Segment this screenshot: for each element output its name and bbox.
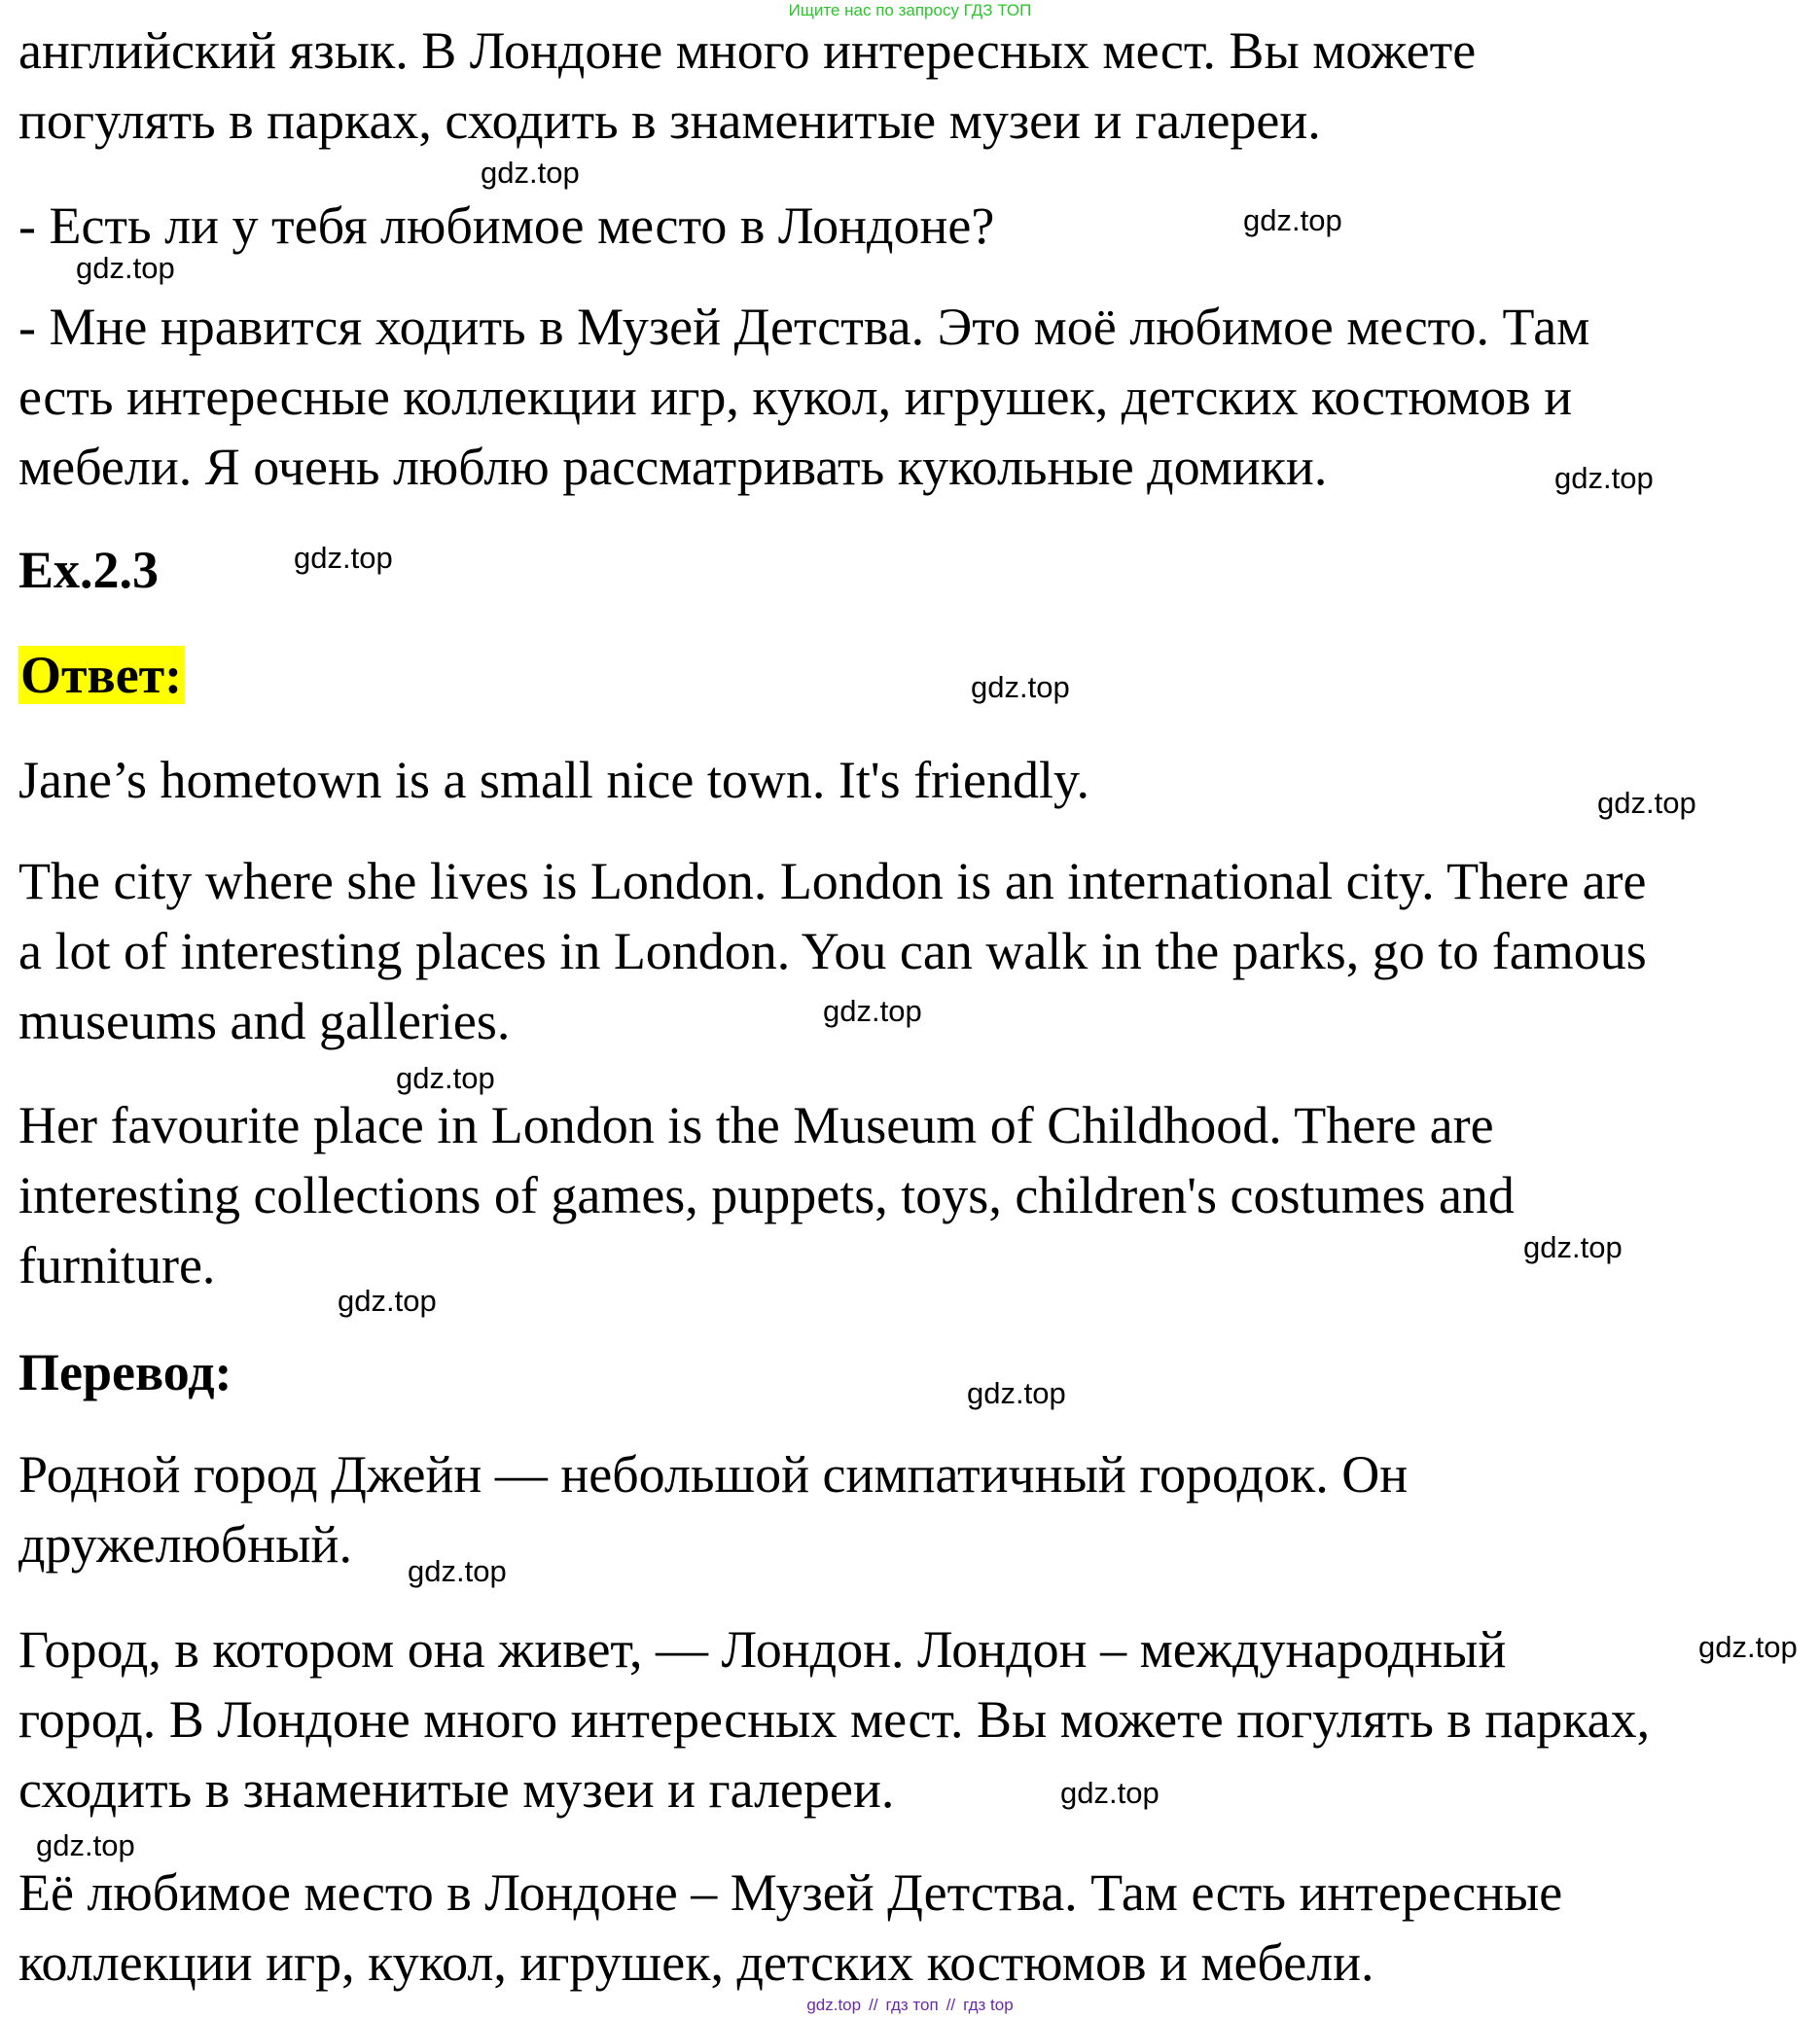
text-line: есть интересные коллекции игр, кукол, игрушек, детских костюмов и: [18, 368, 1573, 426]
intro-paragraph: [18, 16, 1799, 156]
watermark: gdz.top: [823, 994, 922, 1028]
text-line: - Есть ли у тебя любимое место в Лондоне?: [18, 196, 995, 255]
watermark: gdz.top: [396, 1061, 495, 1095]
footer-separator: //: [946, 1996, 956, 2014]
watermark: gdz.top: [971, 670, 1070, 704]
text-line: погулять в парках, сходить в знаменитые музеи и галереи.: [18, 91, 1321, 150]
answer-paragraph-1: [18, 745, 1799, 815]
translation-paragraph-3: [18, 1858, 1799, 1998]
text-line: a lot of interesting places in London. You can walk in the parks, go to famous: [18, 922, 1647, 980]
text-line: коллекции игр, кукол, игрушек, детских костюмов и мебели.: [18, 1933, 1374, 1992]
watermark: gdz.top: [294, 541, 393, 575]
text-line: Родной город Джейн — небольшой симпатичный городок. Он: [18, 1445, 1409, 1504]
text-line: город. В Лондоне много интересных мест. Вы можете погулять в парках,: [18, 1690, 1651, 1749]
watermark: gdz.top: [1698, 1630, 1798, 1664]
text-line: Jane’s hometown is a small nice town. It's friendly.: [18, 751, 1090, 809]
watermark: gdz.top: [967, 1376, 1066, 1410]
dialogue-reply: [18, 292, 1799, 502]
watermark: gdz.top: [1523, 1230, 1623, 1264]
text-line: Her favourite place in London is the Museum of Childhood. There are: [18, 1096, 1494, 1154]
watermark: gdz.top: [1554, 461, 1654, 495]
translation-heading: Перевод:: [18, 1343, 232, 1401]
footer-links: [0, 1995, 1820, 2016]
watermark: gdz.top: [408, 1554, 507, 1588]
answer-paragraph-3: [18, 1090, 1799, 1300]
search-hint-banner: Ищите нас по запросу ГДЗ ТОП: [788, 1, 1032, 19]
translation-paragraph-1: [18, 1439, 1799, 1579]
text-line: furniture.: [18, 1236, 216, 1294]
text-line: Её любимое место в Лондоне – Музей Детства. Там есть интересные: [18, 1863, 1563, 1922]
text-line: museums and galleries.: [18, 992, 511, 1050]
text-line: Город, в котором она живет, — Лондон. Лондон – международный: [18, 1620, 1507, 1679]
text-line: сходить в знаменитые музеи и галереи.: [18, 1760, 895, 1819]
footer-separator: //: [869, 1996, 878, 2014]
text-line: - Мне нравится ходить в Музей Детства. Это моё любимое место. Там: [18, 298, 1590, 356]
watermark: gdz.top: [1060, 1776, 1160, 1810]
dialogue-question: [18, 191, 1799, 261]
watermark: gdz.top: [36, 1828, 135, 1862]
text-line: The city where she lives is London. London is an international city. There are: [18, 852, 1647, 910]
watermark: gdz.top: [76, 251, 175, 285]
footer-link[interactable]: гдз топ: [885, 1996, 939, 2014]
watermark: gdz.top: [1243, 203, 1342, 237]
footer-link[interactable]: gdz.top: [806, 1996, 862, 2014]
watermark: gdz.top: [338, 1284, 437, 1318]
text-line: interesting collections of games, puppets, toys, children's costumes and: [18, 1166, 1515, 1224]
translation-paragraph-2: [18, 1614, 1799, 1824]
text-line: английский язык. В Лондоне много интересных мест. Вы можете: [18, 21, 1477, 80]
answer-label: Ответ:: [18, 646, 185, 704]
footer-link[interactable]: гдз top: [963, 1996, 1014, 2014]
watermark: gdz.top: [481, 156, 580, 190]
text-line: дружелюбный.: [18, 1515, 352, 1574]
text-line: мебели. Я очень люблю рассматривать кукольные домики.: [18, 438, 1328, 496]
exercise-title: Ex.2.3: [18, 541, 160, 599]
watermark: gdz.top: [1597, 786, 1696, 820]
answer-heading: [18, 640, 185, 710]
